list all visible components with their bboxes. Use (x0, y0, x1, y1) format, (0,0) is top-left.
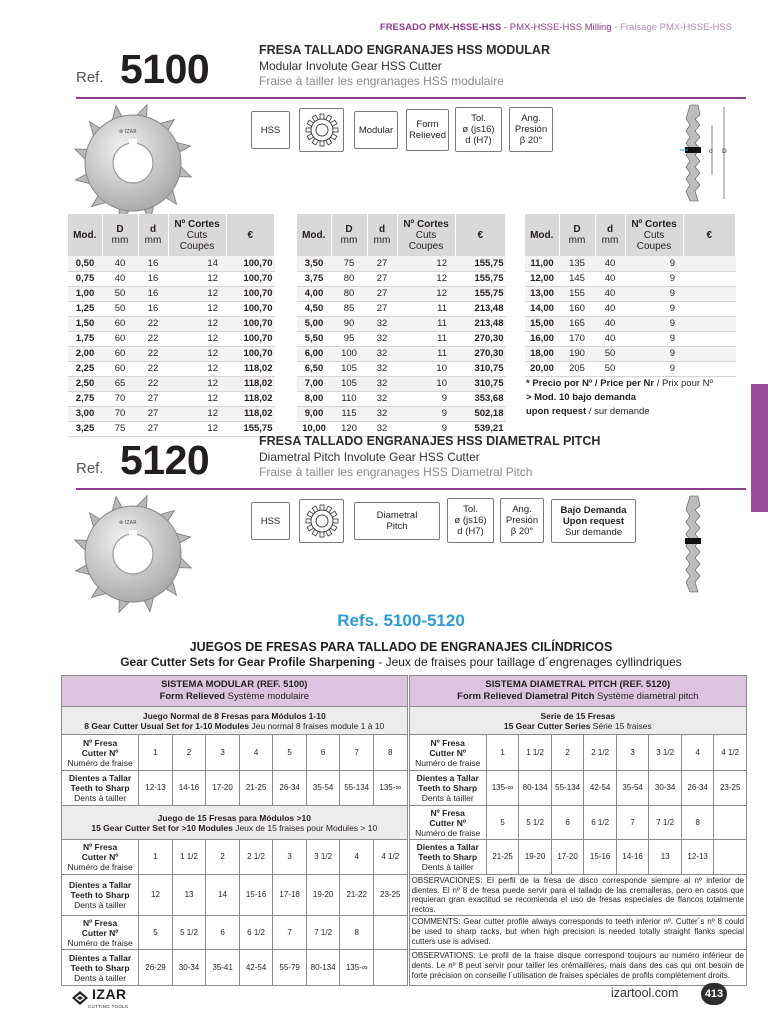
set-cell: 1 1/2 (519, 735, 552, 771)
set-cell: 17-20 (551, 840, 584, 875)
set-cell: 30-34 (649, 771, 682, 806)
set-cell: 6 (551, 806, 584, 840)
table-row: 6,00 100 32 11 270,30 (297, 346, 506, 361)
set-cell: 30-34 (172, 950, 206, 986)
set-cell: 14 (206, 875, 240, 916)
set-cell: 7 1/2 (306, 916, 340, 950)
set-cell: 15-16 (584, 840, 617, 875)
set-cell (373, 916, 407, 950)
col-D: D mm (559, 214, 595, 256)
title-es: FRESA TALLADO ENGRANAJES HSS MODULAR (259, 43, 550, 57)
col-mod: Mod. (297, 214, 331, 256)
svg-text:⊗ IZAR: ⊗ IZAR (119, 520, 137, 526)
table-row: 13,00 155 40 9 (525, 286, 736, 301)
gear-cutter-sets-table (61, 675, 747, 986)
table-row: 5,50 95 32 11 270,30 (297, 331, 506, 346)
set-cell: 2 (206, 840, 240, 875)
tolerance-badge: Tol. ø (js16) d (H7) (455, 107, 502, 152)
table-row: 14,00 160 40 9 (525, 301, 736, 316)
set-cell: 3 (206, 735, 240, 771)
label-cutter-no: Nº Fresa Cutter Nº Numéro de fraise (409, 735, 486, 771)
set-cell: 19-20 (306, 875, 340, 916)
title-en: Diametral Pitch Involute Gear HSS Cutter (259, 450, 480, 464)
set-cell: 6 1/2 (584, 806, 617, 840)
col-cuts: Nº Cortes Cuts Coupes (397, 214, 455, 256)
table-row: 5,00 90 32 11 213,48 (297, 316, 506, 331)
table-row: 3,00 70 27 12 118,02 (68, 406, 275, 421)
set-cell: 19-20 (519, 840, 552, 875)
table-row: 1,00 50 16 12 100,70 (68, 286, 275, 301)
ref-number: 5100 (120, 46, 210, 92)
table-row: 0,50 40 16 14 100,70 (68, 256, 275, 271)
table-row: 10,00 120 32 9 539,21 (297, 421, 506, 436)
table-row: 2,50 65 22 12 118,02 (68, 376, 275, 391)
gear-icon (299, 108, 344, 152)
table-row: 1,50 60 22 12 100,70 (68, 316, 275, 331)
label-teeth: Dientes a Tallar Teeth to Sharp Dents à tailler (409, 840, 486, 875)
cutter-profile-drawing (678, 494, 740, 594)
spec-table-2 (297, 214, 506, 437)
col-D: D mm (331, 214, 367, 256)
col-price: € (683, 214, 736, 256)
set-cell: 3 1/2 (649, 735, 682, 771)
table-row: 3,50 75 27 12 155,75 (297, 256, 506, 271)
product-header-5100 (76, 43, 746, 99)
table-row: 6,50 105 32 10 310,75 (297, 361, 506, 376)
set-15-header: Juego de 15 Fresas para Módulos >10 15 Gear Cutter Set for >10 Modules Jeux de 15 fraises pour Modules > 10 (62, 806, 408, 840)
website-link[interactable]: izartool.com (611, 986, 679, 1000)
svg-text:d: d (709, 148, 713, 155)
set-cell: 17-20 (206, 771, 240, 806)
table-row: 11,00 135 40 9 (525, 256, 736, 271)
ref-label: Ref. (76, 69, 104, 86)
izar-logo: IZAR CUTTING TOOLS (72, 986, 128, 1009)
set-cell: 13 (172, 875, 206, 916)
refs-title: Refs. 5100-5120 (337, 611, 465, 630)
set-cell: 1 (139, 735, 173, 771)
table-row: 9,00 115 32 9 502,18 (297, 406, 506, 421)
label-cutter-no: Nº Fresa Cutter Nº Numéro de fraise (62, 840, 139, 875)
set-cell: 5 (273, 735, 307, 771)
table-row: 7,00 105 32 10 310,75 (297, 376, 506, 391)
set-cell: 80-134 (519, 771, 552, 806)
set-cell: 80-134 (306, 950, 340, 986)
table-row: 12,00 145 40 9 (525, 271, 736, 286)
label-teeth: Dientes a Tallar Teeth to Sharp Dents à tailler (62, 950, 139, 986)
upon-request-badge: Bajo Demanda Upon request Sur demande (551, 499, 636, 543)
set-cell: 7 (340, 735, 374, 771)
sets-title-es: JUEGOS DE FRESAS PARA TALLADO DE ENGRANAJES CILÍNDRICOS (189, 640, 613, 654)
pressure-angle-badge: Ang. Presión β 20° (500, 498, 544, 543)
label-teeth: Dientes a Tallar Teeth to Sharp Dents à tailler (62, 875, 139, 916)
svg-text:⊗ IZAR: ⊗ IZAR (119, 129, 137, 135)
set-cell: 35-54 (306, 771, 340, 806)
diametral-pitch-badge: Diametral Pitch (354, 502, 440, 540)
col-cuts: Nº Cortes Cuts Coupes (625, 214, 683, 256)
observations-en: COMMENTS: Gear cutter profile always corresponds to teeth inferior nº. Cutter´s nº 8 could be used to sharp racks, but when high precision is needed totally straight flanks special cutters use is advised. (409, 916, 746, 950)
table-row: 3,25 75 27 12 155,75 (68, 421, 275, 436)
hss-badge: HSS (251, 502, 290, 540)
col-d: d mm (367, 214, 397, 256)
table-row: 15,00 165 40 9 (525, 316, 736, 331)
label-cutter-no: Nº Fresa Cutter Nº Numéro de fraise (62, 735, 139, 771)
set-cell: 23-25 (373, 875, 407, 916)
title-fr: Fraise à tailler les engranages HSS modulaire (259, 74, 504, 88)
set-cell: 2 (551, 735, 584, 771)
modular-system-header: SISTEMA MODULAR (REF. 5100) Form Relieved Système modulaire (62, 676, 408, 707)
cutter-profile-drawing (678, 103, 740, 203)
set-cell: 8 (681, 806, 714, 840)
set-cell: 2 1/2 (584, 735, 617, 771)
set-cell: 4 (239, 735, 273, 771)
set-cell: 26-34 (273, 771, 307, 806)
set-cell: 3 (273, 840, 307, 875)
set-cell: 21-25 (486, 840, 519, 875)
gear-icon (299, 499, 344, 543)
set-cell: 1 1/2 (172, 840, 206, 875)
modular-badge: Modular (354, 111, 398, 149)
set-cell: 26-29 (139, 950, 173, 986)
col-mod: Mod. (68, 214, 102, 256)
set-cell: 26-34 (681, 771, 714, 806)
ref-label: Ref. (76, 460, 104, 477)
set-cell (373, 950, 407, 986)
gear-cutter-photo (70, 100, 196, 226)
product-header-5120 (76, 434, 746, 490)
table-row: 4,50 85 27 11 213,48 (297, 301, 506, 316)
set-cell: 35-41 (206, 950, 240, 986)
set-cell: 12-13 (139, 771, 173, 806)
ref-number: 5120 (120, 437, 210, 483)
section-tab (751, 384, 768, 512)
table-row: 1,25 50 16 12 100,70 (68, 301, 275, 316)
set-cell: 12-13 (681, 840, 714, 875)
col-d: d mm (138, 214, 168, 256)
header-rule (76, 97, 746, 99)
col-price: € (455, 214, 506, 256)
sets-title-en-fr: Gear Cutter Sets for Gear Profile Sharpening - Jeux de fraises pour taillage d´engrenages cyllindriques (120, 655, 682, 669)
set-cell: 35-54 (616, 771, 649, 806)
set-cell: 55-134 (551, 771, 584, 806)
set-cell: 1 (486, 735, 519, 771)
set-cell: 6 1/2 (239, 916, 273, 950)
observations-fr: OBSERVATIONS: Le profil de la fraise disque correspond toujours au numéro inférieur de dents. Le nº 8 peut servir pour tailler les crémaillères, mais dans des cas qui ont besoin de forte précision on conseille l´utilisation de fraises spéciales de profils complètement droits. (409, 950, 746, 986)
set-cell: 55-79 (273, 950, 307, 986)
svg-text:D: D (722, 148, 727, 155)
spec-table-3 (525, 214, 736, 377)
table-row: 18,00 190 50 9 (525, 346, 736, 361)
set-cell: 3 (616, 735, 649, 771)
set-cell: 13 (649, 840, 682, 875)
table-row: 16,00 170 40 9 (525, 331, 736, 346)
set-cell: 8 (340, 916, 374, 950)
set-cell: 55-134 (340, 771, 374, 806)
set-cell: 4 1/2 (714, 735, 747, 771)
table-row: 1,75 60 22 12 100,70 (68, 331, 275, 346)
header-rule (76, 488, 746, 490)
title-fr: Fraise à tailler les engranages HSS Diametral Pitch (259, 465, 533, 479)
table-row: 0,75 40 16 12 100,70 (68, 271, 275, 286)
set-cell: 2 (172, 735, 206, 771)
set-cell: 6 (206, 916, 240, 950)
price-notes: * Precio por Nº / Price per Nr / Prix pour Nº > Mod. 10 bajo demanda upon request / sur demande (526, 378, 713, 417)
table-row: 4,00 80 27 12 155,75 (297, 286, 506, 301)
label-teeth: Dientes a Tallar Teeth to Sharp Dents à tailler (409, 771, 486, 806)
set-cell: 21-25 (239, 771, 273, 806)
set-cell: 5 1/2 (172, 916, 206, 950)
set-cell: 1 (139, 840, 173, 875)
title-en: Modular Involute Gear HSS Cutter (259, 59, 442, 73)
set-cell: 23-25 (714, 771, 747, 806)
table-row: 3,75 80 27 12 155,75 (297, 271, 506, 286)
set-cell: 7 (616, 806, 649, 840)
page-number: 413 (701, 983, 727, 1005)
table-row: 2,25 60 22 12 118,02 (68, 361, 275, 376)
col-mod: Mod. (525, 214, 559, 256)
set-cell: 7 1/2 (649, 806, 682, 840)
col-d: d mm (595, 214, 625, 256)
set-cell: 21-22 (340, 875, 374, 916)
col-price: € (226, 214, 275, 256)
set-cell: 8 (373, 735, 407, 771)
set-cell: 42-54 (239, 950, 273, 986)
spec-table-1 (68, 214, 275, 437)
set-cell: 17-18 (273, 875, 307, 916)
set-cell: 135-∞ (373, 771, 407, 806)
set-cell: 135-∞ (340, 950, 374, 986)
section-breadcrumb: FRESADO PMX-HSSE-HSS - PMX-HSSE-HSS Milling - Fraisage PMX-HSSE-HSS (379, 22, 732, 33)
set-cell: 15-16 (239, 875, 273, 916)
col-cuts: Nº Cortes Cuts Coupes (168, 214, 226, 256)
label-cutter-no: Nº Fresa Cutter Nº Numéro de fraise (62, 916, 139, 950)
set-cell: 3 1/2 (306, 840, 340, 875)
title-es: FRESA TALLADO ENGRANAJES HSS DIAMETRAL PITCH (259, 434, 601, 448)
tolerance-badge: Tol. ø (js16) d (H7) (447, 498, 494, 543)
table-row: 2,00 60 22 12 100,70 (68, 346, 275, 361)
label-teeth: Dientes a Tallar Teeth to Sharp Dents à tailler (62, 771, 139, 806)
table-row: 20,00 205 50 9 (525, 361, 736, 376)
pressure-angle-badge: Ang. Presión β 20° (509, 107, 553, 152)
table-row: 2,75 70 27 12 118,02 (68, 391, 275, 406)
set-cell: 135-∞ (486, 771, 519, 806)
col-D: D mm (102, 214, 138, 256)
set-cell: 4 1/2 (373, 840, 407, 875)
set-cell: 14-16 (172, 771, 206, 806)
observations-es: OBSERVACIONES: El perfil de la fresa de disco corresponde siempre al nº inferior de dientes. El nº 8 de fresa puede servir para el tallado de las cremalleras, pero en casos que requieran gran exactitud se recomienda el uso de fresas especiales de flancos totalmente rectos. (409, 875, 746, 916)
hss-badge: HSS (251, 111, 290, 149)
izar-logo-mark-icon (72, 991, 88, 1005)
set-cell: 14-16 (616, 840, 649, 875)
set-cell: 5 (139, 916, 173, 950)
set-cell: 7 (273, 916, 307, 950)
table-row: 8,00 110 32 9 353,68 (297, 391, 506, 406)
label-cutter-no: Nº Fresa Cutter Nº Numéro de fraise (409, 806, 486, 840)
set-cell: 5 (486, 806, 519, 840)
set-cell: 6 (306, 735, 340, 771)
set-15-dp-header: Serie de 15 Fresas 15 Gear Cutter Series Série 15 fraises (409, 707, 746, 735)
gear-cutter-photo (70, 491, 196, 617)
dp-system-header: SISTEMA DIAMETRAL PITCH (REF. 5120) Form Relieved Diametral Pitch Système diamètral pitch (409, 676, 746, 707)
set-cell: 2 1/2 (239, 840, 273, 875)
set-cell: 42-54 (584, 771, 617, 806)
set-cell: 12 (139, 875, 173, 916)
set-cell: 4 (681, 735, 714, 771)
form-relieved-badge: Form Relieved (406, 109, 449, 151)
set-8-header: Juego Normal de 8 Fresas para Módulos 1-10 8 Gear Cutter Usual Set for 1-10 Modules Jeu normal 8 fraises module 1 à 10 (62, 707, 408, 735)
set-cell: 5 1/2 (519, 806, 552, 840)
set-cell: 4 (340, 840, 374, 875)
